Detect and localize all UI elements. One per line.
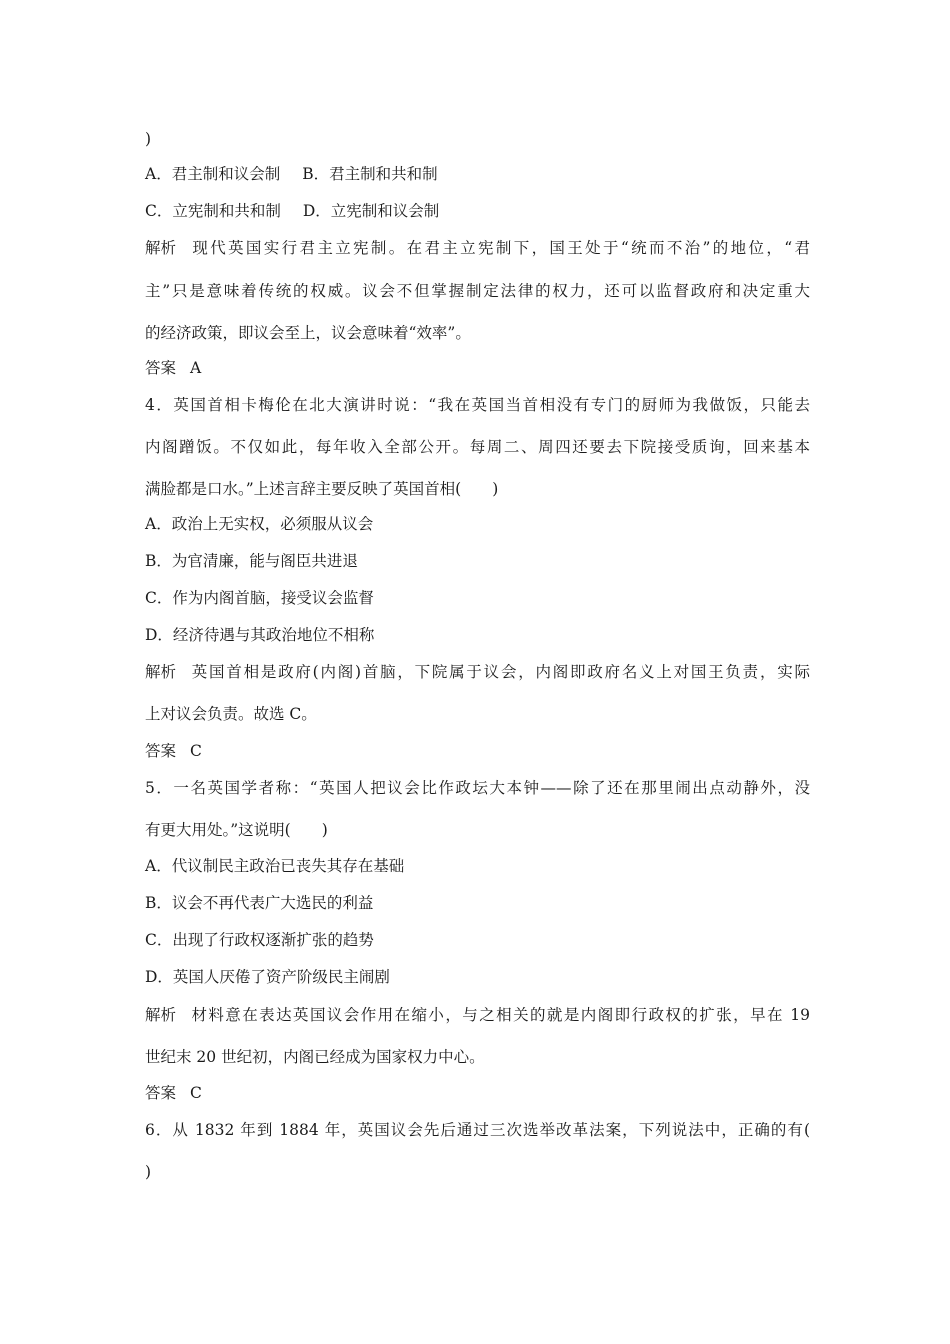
q3-options-row-1: [145, 163, 810, 185]
q3-option-d: D．立宪制和议会制: [302, 202, 440, 220]
q4-option-a: A．政治上无实权，必须服从议会: [145, 515, 374, 533]
q4-option-b: B．为官清廉，能与阁臣共进退: [145, 552, 358, 570]
q6-stem-line-2: ): [145, 1163, 152, 1181]
q5-option-c: C．出现了行政权逐渐扩张的趋势: [145, 931, 374, 949]
q4-stem-line-2: 内阁蹭饭。不仅如此，每年收入全部公开。每周二、周四还要去下院接受质询，回来基本: [145, 438, 810, 456]
q5-analysis-line-1: [145, 1004, 810, 1026]
q3-analysis-line-1: [145, 237, 810, 259]
q3-analysis-line-3: 的经济政策，即议会至上，议会意味着“效率”。: [145, 324, 471, 342]
q3-option-c: C．立宪制和共和制: [145, 202, 281, 220]
q5-stem-line-2: 有更大用处。”这说明( ): [145, 821, 328, 839]
q4-answer-value: C: [190, 742, 202, 760]
q3-answer-value: A: [190, 359, 202, 377]
q4-analysis-line-1: [145, 661, 810, 683]
q5-option-a: A．代议制民主政治已丧失其存在基础: [145, 857, 405, 875]
q3-analysis-label: 解析: [145, 239, 177, 257]
q5-option-b: B．议会不再代表广大选民的利益: [145, 894, 374, 912]
q3-stem-tail: ): [145, 130, 152, 148]
q5-option-d: D．英国人厌倦了资产阶级民主闹剧: [145, 968, 390, 986]
q5-analysis-label: 解析: [145, 1006, 177, 1024]
q6-stem-line-1: 6．从 1832 年到 1884 年，英国议会先后通过三次选举改革法案，下列说法中，正确的有(: [145, 1121, 810, 1139]
q5-analysis-line-2: 世纪末 20 世纪初，内阁已经成为国家权力中心。: [145, 1048, 485, 1066]
q3-answer: [145, 357, 810, 379]
q3-answer-label: 答案: [145, 359, 177, 377]
q4-option-c: C．作为内阁首脑，接受议会监督: [145, 589, 374, 607]
q3-options-row-2: [145, 200, 810, 222]
q5-analysis-text-1: 材料意在表达英国议会作用在缩小，与之相关的就是内阁即行政权的扩张，早在 19: [190, 1006, 810, 1024]
q4-option-d: D．经济待遇与其政治地位不相称: [145, 626, 375, 644]
q4-stem-line-1: 4．英国首相卡梅伦在北大演讲时说：“我在英国当首相没有专门的厨师为我做饭，只能去: [145, 396, 810, 414]
q5-stem-line-1: 5．一名英国学者称：“英国人把议会比作政坛大本钟——除了还在那里闹出点动静外，没: [145, 779, 810, 797]
q4-analysis-text-1: 英国首相是政府(内阁)首脑，下院属于议会，内阁即政府名义上对国王负责，实际: [190, 663, 810, 681]
q4-analysis-line-2: 上对议会负责。故选 C。: [145, 705, 317, 723]
q5-answer-label: 答案: [145, 1084, 177, 1102]
q3-analysis-line-2: 主”只是意味着传统的权威。议会不但掌握制定法律的权力，还可以监督政府和决定重大: [145, 282, 810, 300]
q3-option-a: A．君主制和议会制: [145, 165, 281, 183]
q4-answer: [145, 740, 810, 762]
q4-analysis-label: 解析: [145, 663, 177, 681]
q5-answer-value: C: [190, 1084, 202, 1102]
q4-stem-line-3: 满脸都是口水。”上述言辞主要反映了英国首相( ): [145, 480, 499, 498]
q5-answer: [145, 1082, 810, 1104]
q3-option-b: B．君主制和共和制: [302, 165, 438, 183]
q3-analysis-text-1: 现代英国实行君主立宪制。在君主立宪制下，国王处于“统而不治”的地位，“君: [190, 239, 810, 257]
q4-answer-label: 答案: [145, 742, 177, 760]
